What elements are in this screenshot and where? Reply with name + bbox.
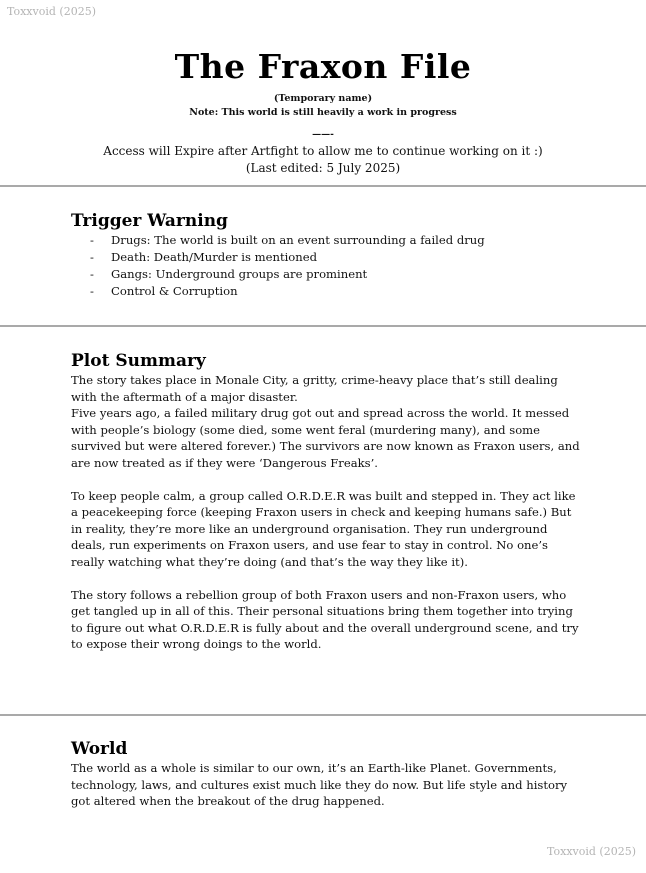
bullet-dash: - <box>90 250 94 264</box>
document-header <box>0 46 646 177</box>
access-notice: Access will Expire after Artfight to allow me to continue working on it :) <box>103 144 543 158</box>
plot-paragraph: To keep people calm, a group called O.R.D.E.R was built and stepped in. They act like a peacekeeping force (keeping Fraxon users in check and keeping humans safe.) But in reality, they’re more like an underground organisation. They run underground deals, run experiments on Fraxon users, and use fear to stay in control. No one’s really watching what they’re doing (and that’s the way they like it). <box>71 488 576 569</box>
plot-paragraph: The story takes place in Monale City, a gritty, crime-heavy place that’s still dealing with the aftermath of a major disaster. <box>71 373 558 404</box>
list-item-text: Gangs: Underground groups are prominent <box>111 267 368 281</box>
list-item <box>71 283 581 300</box>
world-paragraph: The world as a whole is similar to our own, it’s an Earth-like Planet. Governments, technology, laws, and cultures exist much like they do now. But life style and history got altered when the breakout of the drug happened. <box>71 761 568 808</box>
last-edited: (Last edited: 5 July 2025) <box>245 161 401 175</box>
list-item <box>71 249 581 266</box>
bullet-dash: - <box>90 233 94 247</box>
separator-text: ——- <box>312 130 334 140</box>
section-divider <box>0 325 646 327</box>
plot-paragraph: Five years ago, a failed military drug got out and spread across the world. It messed with people’s biology (some died, some went feral (murdering many), and some survived but were altered forever.) The survivors are now known as Fraxon users, and are now treated as if they were ‘Dangerous Freaks’. <box>71 406 580 470</box>
section-heading-trigger-warning: Trigger Warning <box>71 211 228 231</box>
trigger-warning-list <box>71 232 581 300</box>
wip-note: Note: This world is still heavily a work in progress <box>189 107 457 118</box>
plot-paragraph: The story follows a rebellion group of both Fraxon users and non-Fraxon users, who get tangled up in all of this. Their personal situations bring them together into trying to figure out what O.R.D.E.R is fully about and the overall underground scene, and try to expose their wrong doings to the world. <box>71 587 579 651</box>
watermark-bottom: Toxxvoid (2025) <box>547 845 636 858</box>
document-title: The Fraxon File <box>174 47 472 86</box>
bullet-dash: - <box>90 267 94 281</box>
trigger-warning-section <box>71 210 581 300</box>
section-heading-plot-summary: Plot Summary <box>71 351 206 371</box>
watermark-top: Toxxvoid (2025) <box>7 5 96 18</box>
subtitle: (Temporary name) <box>273 93 373 104</box>
section-divider <box>0 714 646 716</box>
section-heading-world: World <box>71 739 128 759</box>
bullet-dash: - <box>90 284 94 298</box>
list-item-text: Drugs: The world is built on an event surrounding a failed drug <box>111 233 485 247</box>
section-divider <box>0 185 646 187</box>
plot-summary-section <box>71 350 581 653</box>
list-item <box>71 266 581 283</box>
list-item-text: Death: Death/Murder is mentioned <box>111 250 318 264</box>
list-item-text: Control & Corruption <box>111 284 238 298</box>
list-item <box>71 232 581 249</box>
world-section <box>71 738 581 810</box>
